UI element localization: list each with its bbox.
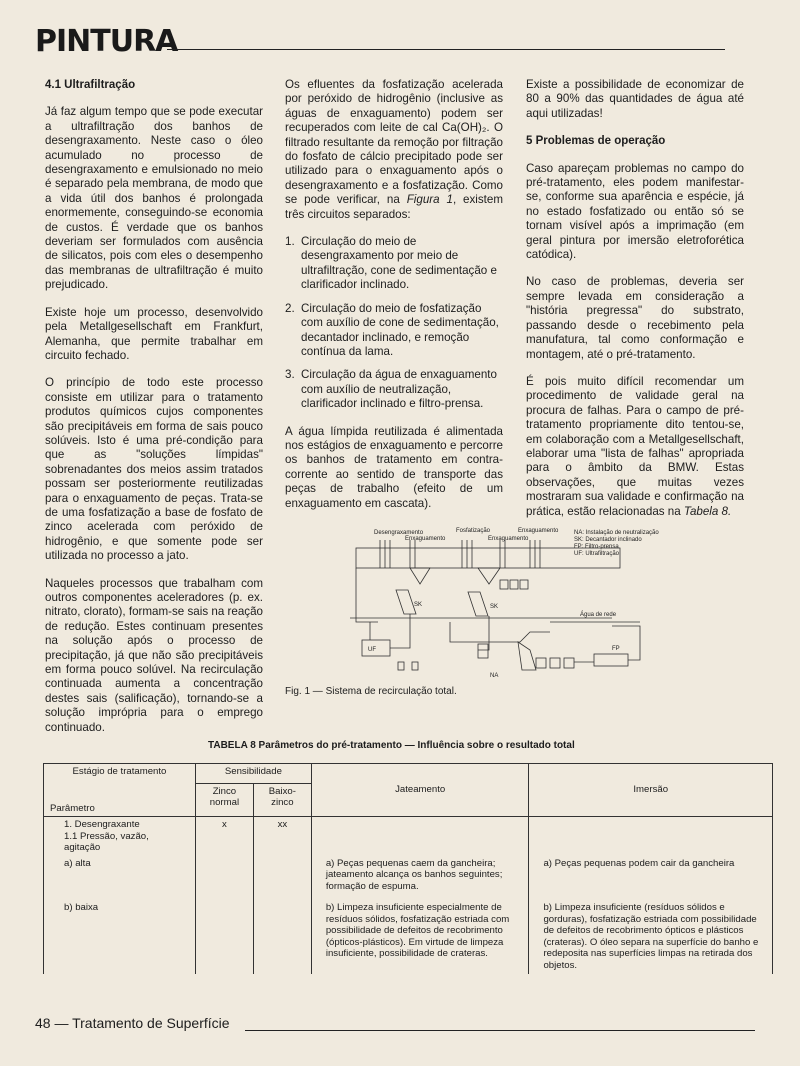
table-cell <box>253 856 311 895</box>
table-cell: a) Peças pequenas caem da gancheira; jateamento alcança os banhos seguintes; formação de espuma. <box>311 856 529 895</box>
list-item <box>285 302 503 360</box>
table-cell: xx <box>253 817 311 856</box>
inclined-clarifier <box>396 590 416 614</box>
list-number: 1. <box>285 235 295 249</box>
footer-rule <box>245 1030 755 1031</box>
diagram-label: SK <box>490 604 499 610</box>
paragraph <box>285 78 503 222</box>
paragraph-text: É pois muito difícil recomendar um procedimento de validade geral na procura de falhas. Para o campo de pré-tratamento propriamente dito tentou-se, em colaboração com a Metallgesellschaft, elaborar uma "lista de falhas" apropriada para o âmbito da BMW. Estas observações, que muitas vezes mostraram sua validade e confirmação na prática, estão relacionadas na <box>526 374 744 518</box>
circuit-list <box>285 235 503 411</box>
paragraph: No caso de problemas, deveria ser sempre levada em consideração a "história pregressa" do substrato, passando desde o recebimento pela manufatura, tal como conformação e montagem, até o pré-tratamento. <box>526 275 744 361</box>
figure-caption: Fig. 1 — Sistema de recirculação total. <box>285 686 457 697</box>
table-reference: Tabela 8. <box>683 504 732 518</box>
list-item <box>285 368 503 411</box>
paragraph: Já faz algum tempo que se pode executar a ultrafiltração dos banhos de desengraxamento. Neste caso o óleo acumulado no processo de desengraxamento e emulsionado no meio é separado pela membrana, de modo que a vida útil dos banhos é prolongada enormemente, conseguindo-se economia de custos. É verdade que os banhos deveriam ser formulados com ausência de silicatos, pois com eles o desempenho das membranas de ultrafiltração é muito prejudicado. <box>45 105 263 292</box>
diagram-label: SK <box>414 602 423 608</box>
table-cell: a) Peças pequenas podem cair da gancheira <box>529 856 773 895</box>
inclined-clarifier <box>518 642 536 670</box>
table-cell <box>44 817 196 856</box>
table-cell: b) baixa <box>44 894 196 974</box>
paragraph: Naqueles processos que trabalham com outros componentes aceleradores (p. ex. nitrato, clorato), formam-se sais na reação de redução. Estes continuam presentes na solução após o processo de precipitação, já que não são precipitáveis em forma pouco solúvel. Na recirculação continuada aumenta a concentração destes sais (salificação), tornando-se a solução imprópria para o emprego continuado. <box>45 576 263 734</box>
header-sensibilidade: Sensibilidade <box>195 764 311 784</box>
parameters-table <box>43 763 773 974</box>
sedimentation-cone <box>410 568 430 584</box>
list-number: 3. <box>285 368 295 382</box>
table-cell: x <box>195 817 253 856</box>
table-cell <box>195 894 253 974</box>
table-cell: a) alta <box>44 856 196 895</box>
paragraph: Caso apareçam problemas no campo do pré-tratamento, eles podem manifestar-se, conforme sua aparência e espécie, já no estado fosfatizado ou então só se tornam visível após a imprimação (em geral pintura por imersão eletroforética catódica). <box>526 161 744 262</box>
inclined-clarifier <box>468 592 488 616</box>
section-title: PINTURA <box>35 24 178 59</box>
table-row <box>44 856 773 895</box>
list-text: Circulação do meio de fosfatização com auxílio de cone de sedimentação, decantador inclinado, e remoção contínua da lama. <box>301 301 499 358</box>
diagram-label: NA <box>490 673 499 679</box>
list-number: 2. <box>285 301 295 315</box>
diagram-label: FP <box>612 646 620 652</box>
cell-text: 1.1 Pressão, vazão, agitação <box>64 830 149 853</box>
table-cell <box>529 817 773 856</box>
header-rule <box>167 49 725 50</box>
heading-problemas: 5 Problemas de operação <box>526 135 666 148</box>
heading-ultrafiltracao: 4.1 Ultrafiltração <box>45 79 136 91</box>
paragraph: Existe hoje um processo, desenvolvido pela Metallgesellschaft em Frankfurt, Alemanha, que permite trabalhar em circuito fechado. <box>45 305 263 362</box>
table-header-row <box>44 764 773 784</box>
diagram-label: Água de rede <box>580 612 617 618</box>
page-header <box>35 22 725 62</box>
diagram-label: Enxaguamento <box>488 536 529 542</box>
legend-entry: NA: Instalação de neutralização <box>574 530 659 536</box>
paragraph <box>526 375 744 519</box>
list-text: Circulação do meio de desengraxamento por meio de ultrafiltração, cone de sedimentação e clarificador inclinado. <box>301 235 497 292</box>
table-title: TABELA 8 Parâmetros do pré-tratamento — Influência sobre o resultado total <box>208 740 575 751</box>
table-cell: b) Limpeza insuficiente especialmente de resíduos sólidos, fosfatização estriada com possibilidade de defeitos de recobrimento (ópticos-plásticos). Em virtude de limpeza insuficiente, possibilidade de crateras. <box>311 894 529 974</box>
cell-text: 1. Desengraxante <box>64 819 140 830</box>
legend-entry: FP: Filtro-prensa <box>574 544 619 550</box>
sedimentation-cone <box>478 568 500 584</box>
diagram-svg <box>350 522 740 680</box>
header-baixo-zinco: Baixo-zinco <box>253 783 311 816</box>
column-1 <box>45 78 263 748</box>
diagram-label: Enxaguamento <box>405 536 446 542</box>
header-parametro: Parâmetro <box>50 802 95 814</box>
header-imersao: Imersão <box>529 764 773 817</box>
table-cell <box>311 817 529 856</box>
figure-reference: Figura 1 <box>406 193 453 207</box>
diagram-label: Enxaguamento <box>518 528 559 534</box>
header-jateamento: Jateamento <box>311 764 529 817</box>
filter-press <box>594 654 628 666</box>
paragraph: O princípio de todo este processo consiste em utilizar para o tratamento produtos químicos cujos componentes são precipitáveis em forma de sais pouco solúveis. Isto é uma pré-condição para que as "soluções límpidas" sobrenadantes dos meios assim tratados possam ser posteriormente reutilizadas para o enxaguamento de peças. Trata-se de uma fosfatização a base de fosfato de zinco acelerada com peróxido de hidrogênio, e que somente pode ser utilizada no processo a jato. <box>45 376 263 563</box>
table-row <box>44 894 773 974</box>
paragraph: A água límpida reutilizada é alimentada nos estágios de enxaguamento e percorre os banhos de tratamento em contra-corrente ao sentido de transporte das peças de trabalho (efeito de um enxaguamento em cascata). <box>285 424 503 510</box>
table-row <box>44 817 773 856</box>
column-3 <box>526 78 744 532</box>
table-cell: b) Limpeza insuficiente (resíduos sólidos e gorduras), fosfatização estriada com possibilidade de defeitos de recobrimento ópticos e plásticos (crateras). O óleo separa na superfície do banho e redeposita nas superfícies limpas na retirada dos objetos. <box>529 894 773 974</box>
header-estagio: Estágio de tratamento <box>72 766 167 777</box>
paragraph-text: Os efluentes da fosfatização acelerada por peróxido de hidrogênio (inclusive as águas de enxaguamento) podem ser recuperados com leite de cal Ca(OH)₂. O filtrado resultante da remoção por filtração do fosfato de cálcio precipitado pode ser utilizado para o enxaguamento após o desengraxamento e a fosfatização. Como se pode verificar, na <box>285 78 503 207</box>
table-cell <box>253 894 311 974</box>
legend-entry: UF: Ultrafiltração <box>574 551 620 557</box>
recirculation-diagram <box>350 522 740 680</box>
paragraph-text: , existem três circuitos separados: <box>285 193 504 221</box>
diagram-label: Fosfatização <box>456 528 491 534</box>
table-cell <box>195 856 253 895</box>
legend-entry: SK: Decantador inclinado <box>574 537 642 543</box>
header-zinco: Zinco normal <box>195 783 253 816</box>
diagram-label: UF <box>368 647 376 653</box>
column-2 <box>285 78 503 524</box>
diagram-label: Desengraxamento <box>374 530 424 536</box>
paragraph: Existe a possibilidade de economizar de 80 a 90% das quantidades de água até aqui utilizadas! <box>526 78 744 120</box>
page-footer: 48 — Tratamento de Superfície <box>35 1015 230 1031</box>
list-item <box>285 235 503 293</box>
header-cell <box>44 764 196 817</box>
list-text: Circulação da água de enxaguamento com auxílio de neutralização, clarificador inclinado e filtro-prensa. <box>301 368 497 411</box>
ultrafiltration-unit <box>362 640 390 656</box>
